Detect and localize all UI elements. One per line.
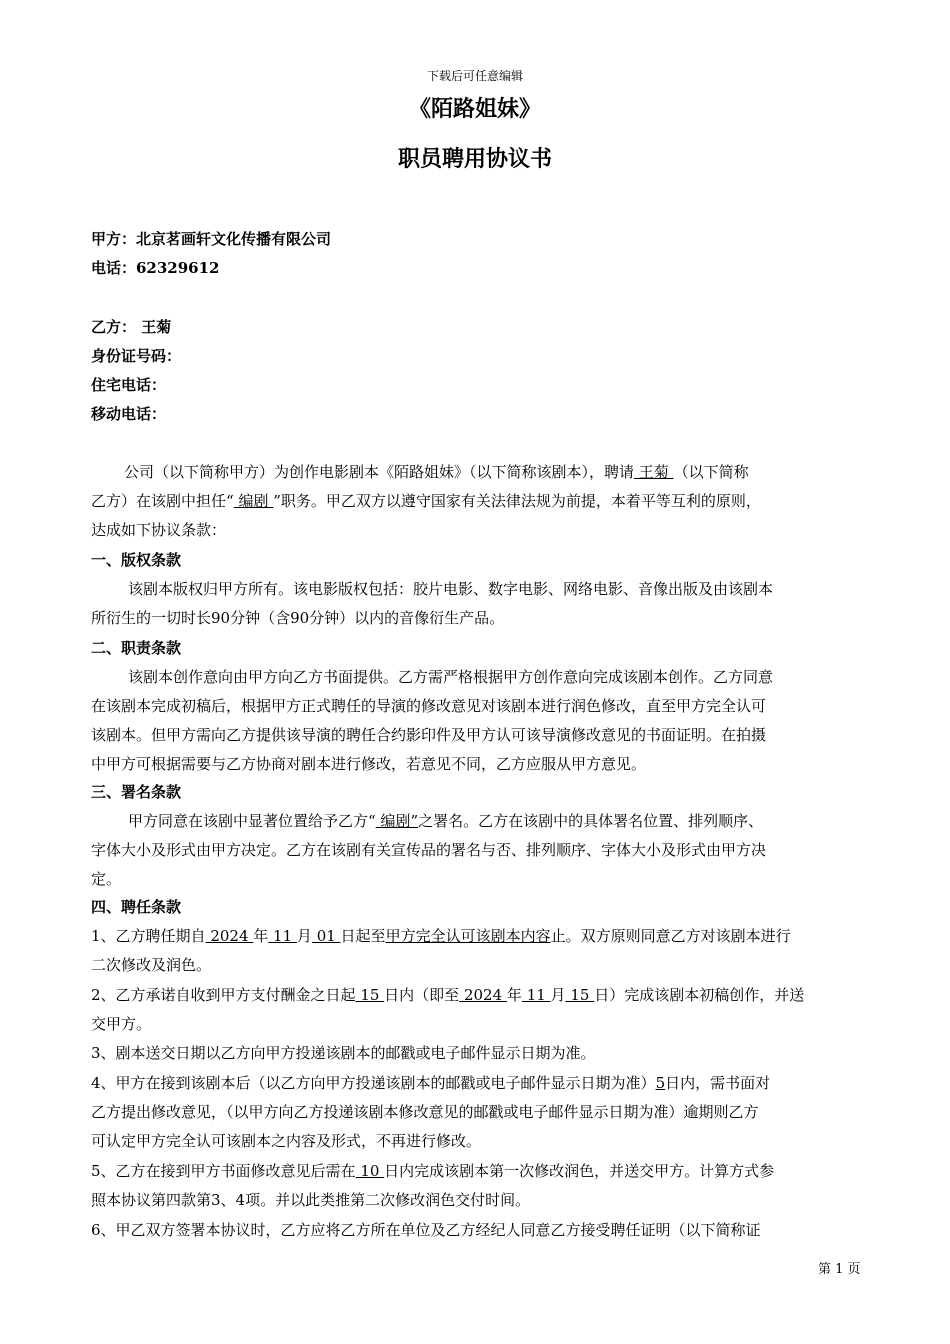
appointment-item-2: 2、乙方承诺自收到甲方支付酬金之日起 15 日内（即至 2024 年 11 月 15 日）完成该剧本初稿创作，并送 bbox=[91, 986, 805, 1004]
party-a-name: 甲方：北京茗画轩文化传播有限公司 bbox=[91, 230, 332, 248]
section-heading-copyright: 一、版权条款 bbox=[91, 551, 182, 569]
credit-line-2: 字体大小及形式由甲方决定。乙方在该剧有关宣传品的署名与否、排列顺序、字体大小及形式由甲方决 bbox=[91, 841, 767, 859]
duties-line-4: 中甲方可根据需要与乙方协商对剧本进行修改，若意见不同，乙方应服从甲方意见。 bbox=[91, 755, 647, 773]
header-note: 下载后可任意编辑 bbox=[426, 69, 523, 83]
appointment-item-1-line-2: 二次修改及润色。 bbox=[91, 956, 212, 974]
credit-line-3: 定。 bbox=[91, 870, 122, 888]
document-title: 《陌路姐妹》 bbox=[408, 97, 541, 122]
page-number: 第 1 页 bbox=[818, 1262, 861, 1277]
document-subtitle: 职员聘用协议书 bbox=[397, 147, 552, 172]
section-heading-duties: 二、职责条款 bbox=[91, 639, 182, 657]
appointment-item-2-line-2: 交甲方。 bbox=[91, 1015, 152, 1033]
appointment-item-1: 1、乙方聘任期自 2024 年 11 月 01 日起至甲方完全认可该剧本内容止。双方原则同意乙方对该剧本进行 bbox=[91, 927, 791, 945]
appointment-item-3: 3、剧本送交日期以乙方向甲方投递该剧本的邮戳或电子邮件显示日期为准。 bbox=[91, 1044, 596, 1062]
appointment-item-4: 4、甲方在接到该剧本后（以乙方向甲方投递该剧本的邮戳或电子邮件显示日期为准）5日内，需书面对 bbox=[91, 1074, 771, 1092]
party-b-id: 身份证号码： bbox=[91, 347, 182, 365]
section-heading-appointment: 四、聘任条款 bbox=[91, 898, 182, 916]
party-b-mobile: 移动电话： bbox=[91, 405, 167, 423]
copyright-line-2: 所衍生的一切时长90分钟（含90分钟）以内的音像衍生产品。 bbox=[91, 609, 505, 627]
duties-line-1: 该剧本创作意向由甲方向乙方书面提供。乙方需严格根据甲方创作意向完成该剧本创作。乙方同意 bbox=[128, 668, 774, 686]
duties-line-3: 该剧本。但甲方需向乙方提供该导演的聘任合约影印件及甲方认可该导演修改意见的书面证明。在拍摄 bbox=[91, 726, 767, 744]
intro-line-1: 公司（以下简称甲方）为创作电影剧本《陌路姐妹》（以下简称该剧本），聘请 王菊 （以下简称 bbox=[124, 463, 749, 481]
section-heading-credit: 三、署名条款 bbox=[91, 783, 182, 801]
appointment-item-4-line-2: 乙方提出修改意见，（以甲方向乙方投递该剧本修改意见的邮戳或电子邮件显示日期为准）逾期则乙方 bbox=[91, 1103, 759, 1121]
party-a-phone: 电话：62329612 bbox=[91, 259, 220, 277]
intro-line-2: 乙方）在该剧中担任“ 编剧 ”职务。甲乙双方以遵守国家有关法律法规为前提，本着平等互利的原则， bbox=[91, 492, 761, 510]
party-b-home-phone: 住宅电话： bbox=[91, 376, 167, 394]
party-b-name: 乙方： 王菊 bbox=[91, 318, 172, 336]
intro-line-3: 达成如下协议条款： bbox=[91, 521, 227, 539]
copyright-line-1: 该剧本版权归甲方所有。该电影版权包括：胶片电影、数字电影、网络电影、音像出版及由该剧本 bbox=[128, 580, 774, 598]
appointment-item-5: 5、乙方在接到甲方书面修改意见后需在 10 日内完成该剧本第一次修改润色，并送交甲方。计算方式参 bbox=[91, 1162, 775, 1180]
credit-line-1: 甲方同意在该剧中显著位置给予乙方“ 编剧”之署名。乙方在该剧中的具体署名位置、排列顺序、 bbox=[128, 812, 764, 830]
appointment-item-4-line-3: 可认定甲方完全认可该剧本之内容及形式，不再进行修改。 bbox=[91, 1132, 482, 1150]
appointment-item-5-line-2: 照本协议第四款第3、4项。并以此类推第二次修改润色交付时间。 bbox=[91, 1191, 531, 1209]
duties-line-2: 在该剧本完成初稿后，根据甲方正式聘任的导演的修改意见对该剧本进行润色修改，直至甲方完全认可 bbox=[91, 697, 767, 715]
appointment-item-6: 6、甲乙双方签署本协议时，乙方应将乙方所在单位及乙方经纪人同意乙方接受聘任证明（以下简称证 bbox=[91, 1221, 761, 1239]
